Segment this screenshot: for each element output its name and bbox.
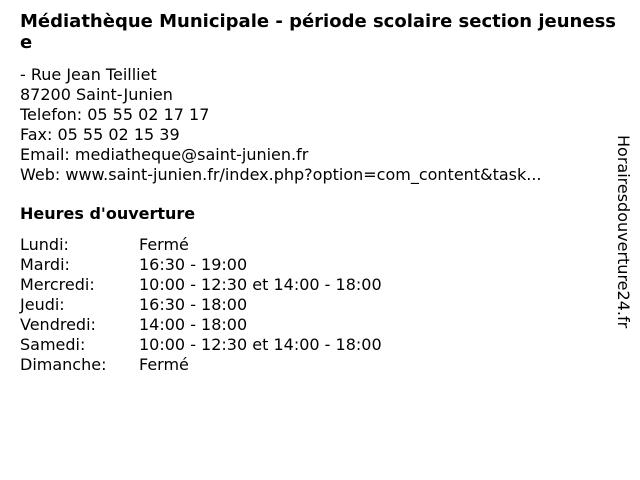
hours-row-wednesday [20,275,382,295]
day-label: Lundi: [20,235,69,254]
hours-heading: Heures d'ouverture [20,204,196,223]
hours-row-monday [20,235,382,255]
address-block [20,65,605,185]
hours-row-sunday [20,355,382,375]
day-hours: 14:00 - 18:00 [139,315,248,334]
day-hours: Fermé [139,235,189,254]
site-watermark: Horairesdouverture24.fr [614,135,633,329]
website-url: Web: www.saint-junien.fr/index.php?option=com_content&task... [20,165,542,184]
day-label: Dimanche: [20,355,107,374]
day-label: Mercredi: [20,275,95,294]
day-label: Mardi: [20,255,70,274]
hours-row-friday [20,315,382,335]
opening-hours-table [20,235,382,375]
phone-number: Telefon: 05 55 02 17 17 [20,105,210,124]
hours-row-tuesday [20,255,382,275]
street-address: - Rue Jean Teilliet [20,65,157,84]
day-hours: Fermé [139,355,189,374]
fax-number: Fax: 05 55 02 15 39 [20,125,180,144]
day-label: Samedi: [20,335,86,354]
email-address: Email: mediatheque@saint-junien.fr [20,145,309,164]
day-hours: 16:30 - 19:00 [139,255,248,274]
postal-city: 87200 Saint-Junien [20,85,173,104]
day-hours: 16:30 - 18:00 [139,295,248,314]
day-label: Vendredi: [20,315,96,334]
day-hours: 10:00 - 12:30 et 14:00 - 18:00 [139,335,382,354]
day-hours: 10:00 - 12:30 et 14:00 - 18:00 [139,275,382,294]
page-title: Médiathèque Municipale - période scolaire section jeunesse [20,11,616,53]
hours-row-saturday [20,335,382,355]
hours-row-thursday [20,295,382,315]
day-label: Jeudi: [20,295,65,314]
